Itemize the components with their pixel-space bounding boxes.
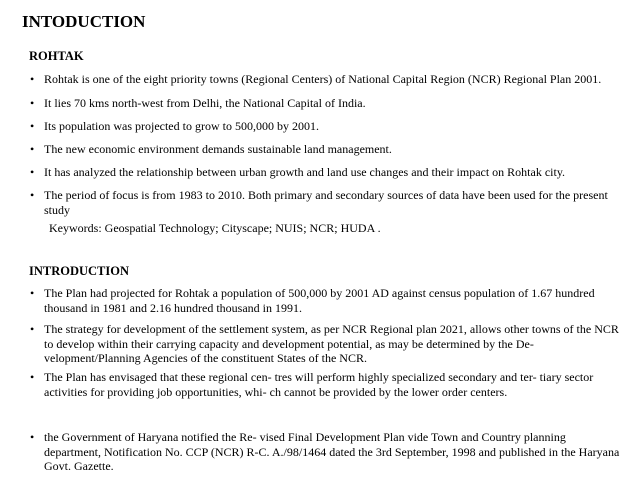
list-item: • The strategy for development of the settlement system, as per NCR Regional plan 2021, allows other towns of the NCR to develop within their carrying capacity and development potential, as may be determined by the De- velopment/Planning Agencies of the constituent States of the NCR. [0,322,638,366]
list-item: • The period of focus is from 1983 to 2010. Both primary and secondary sources of data have been used for the present study [0,188,638,217]
list-item: • Its population was projected to grow to 500,000 by 2001. [0,119,333,134]
list-item: • It lies 70 kms north-west from Delhi, the National Capital of India. [0,96,380,111]
list-item: • the Government of Haryana notified the Re- vised Final Development Plan vide Town and Country planning department, Notification No. CCP (NCR) R-C. A./98/1464 dated the 3rd September, 1998 and published in the Haryana Govt. Gazette. [0,430,638,474]
section-heading-rohtak: ROHTAK [29,49,84,63]
list-item: • The Plan had projected for Rohtak a population of 500,000 by 2001 AD against census population of 1.67 hundred thousand in 1981 and 2.16 hundred thousand in 1991. [0,286,638,315]
keywords-line: Keywords: Geospatial Technology; Cityscape; NUIS; NCR; HUDA . [49,221,381,235]
section-heading-introduction: INTRODUCTION [29,264,130,278]
list-item: • The new economic environment demands sustainable land management. [0,142,406,157]
list-item: • The Plan has envisaged that these regional cen- tres will perform highly specialized secondary and ter- tiary sector activities for providing job opportunities, whi- ch cannot be provided by the lower order centers. [0,370,638,399]
list-item: • It has analyzed the relationship between urban growth and land use changes and their impact on Rohtak city. [0,165,579,180]
list-item: • Rohtak is one of the eight priority towns (Regional Centers) of National Capital Region (NCR) Regional Plan 2001. [0,72,615,87]
page-title: INTODUCTION [22,12,146,31]
